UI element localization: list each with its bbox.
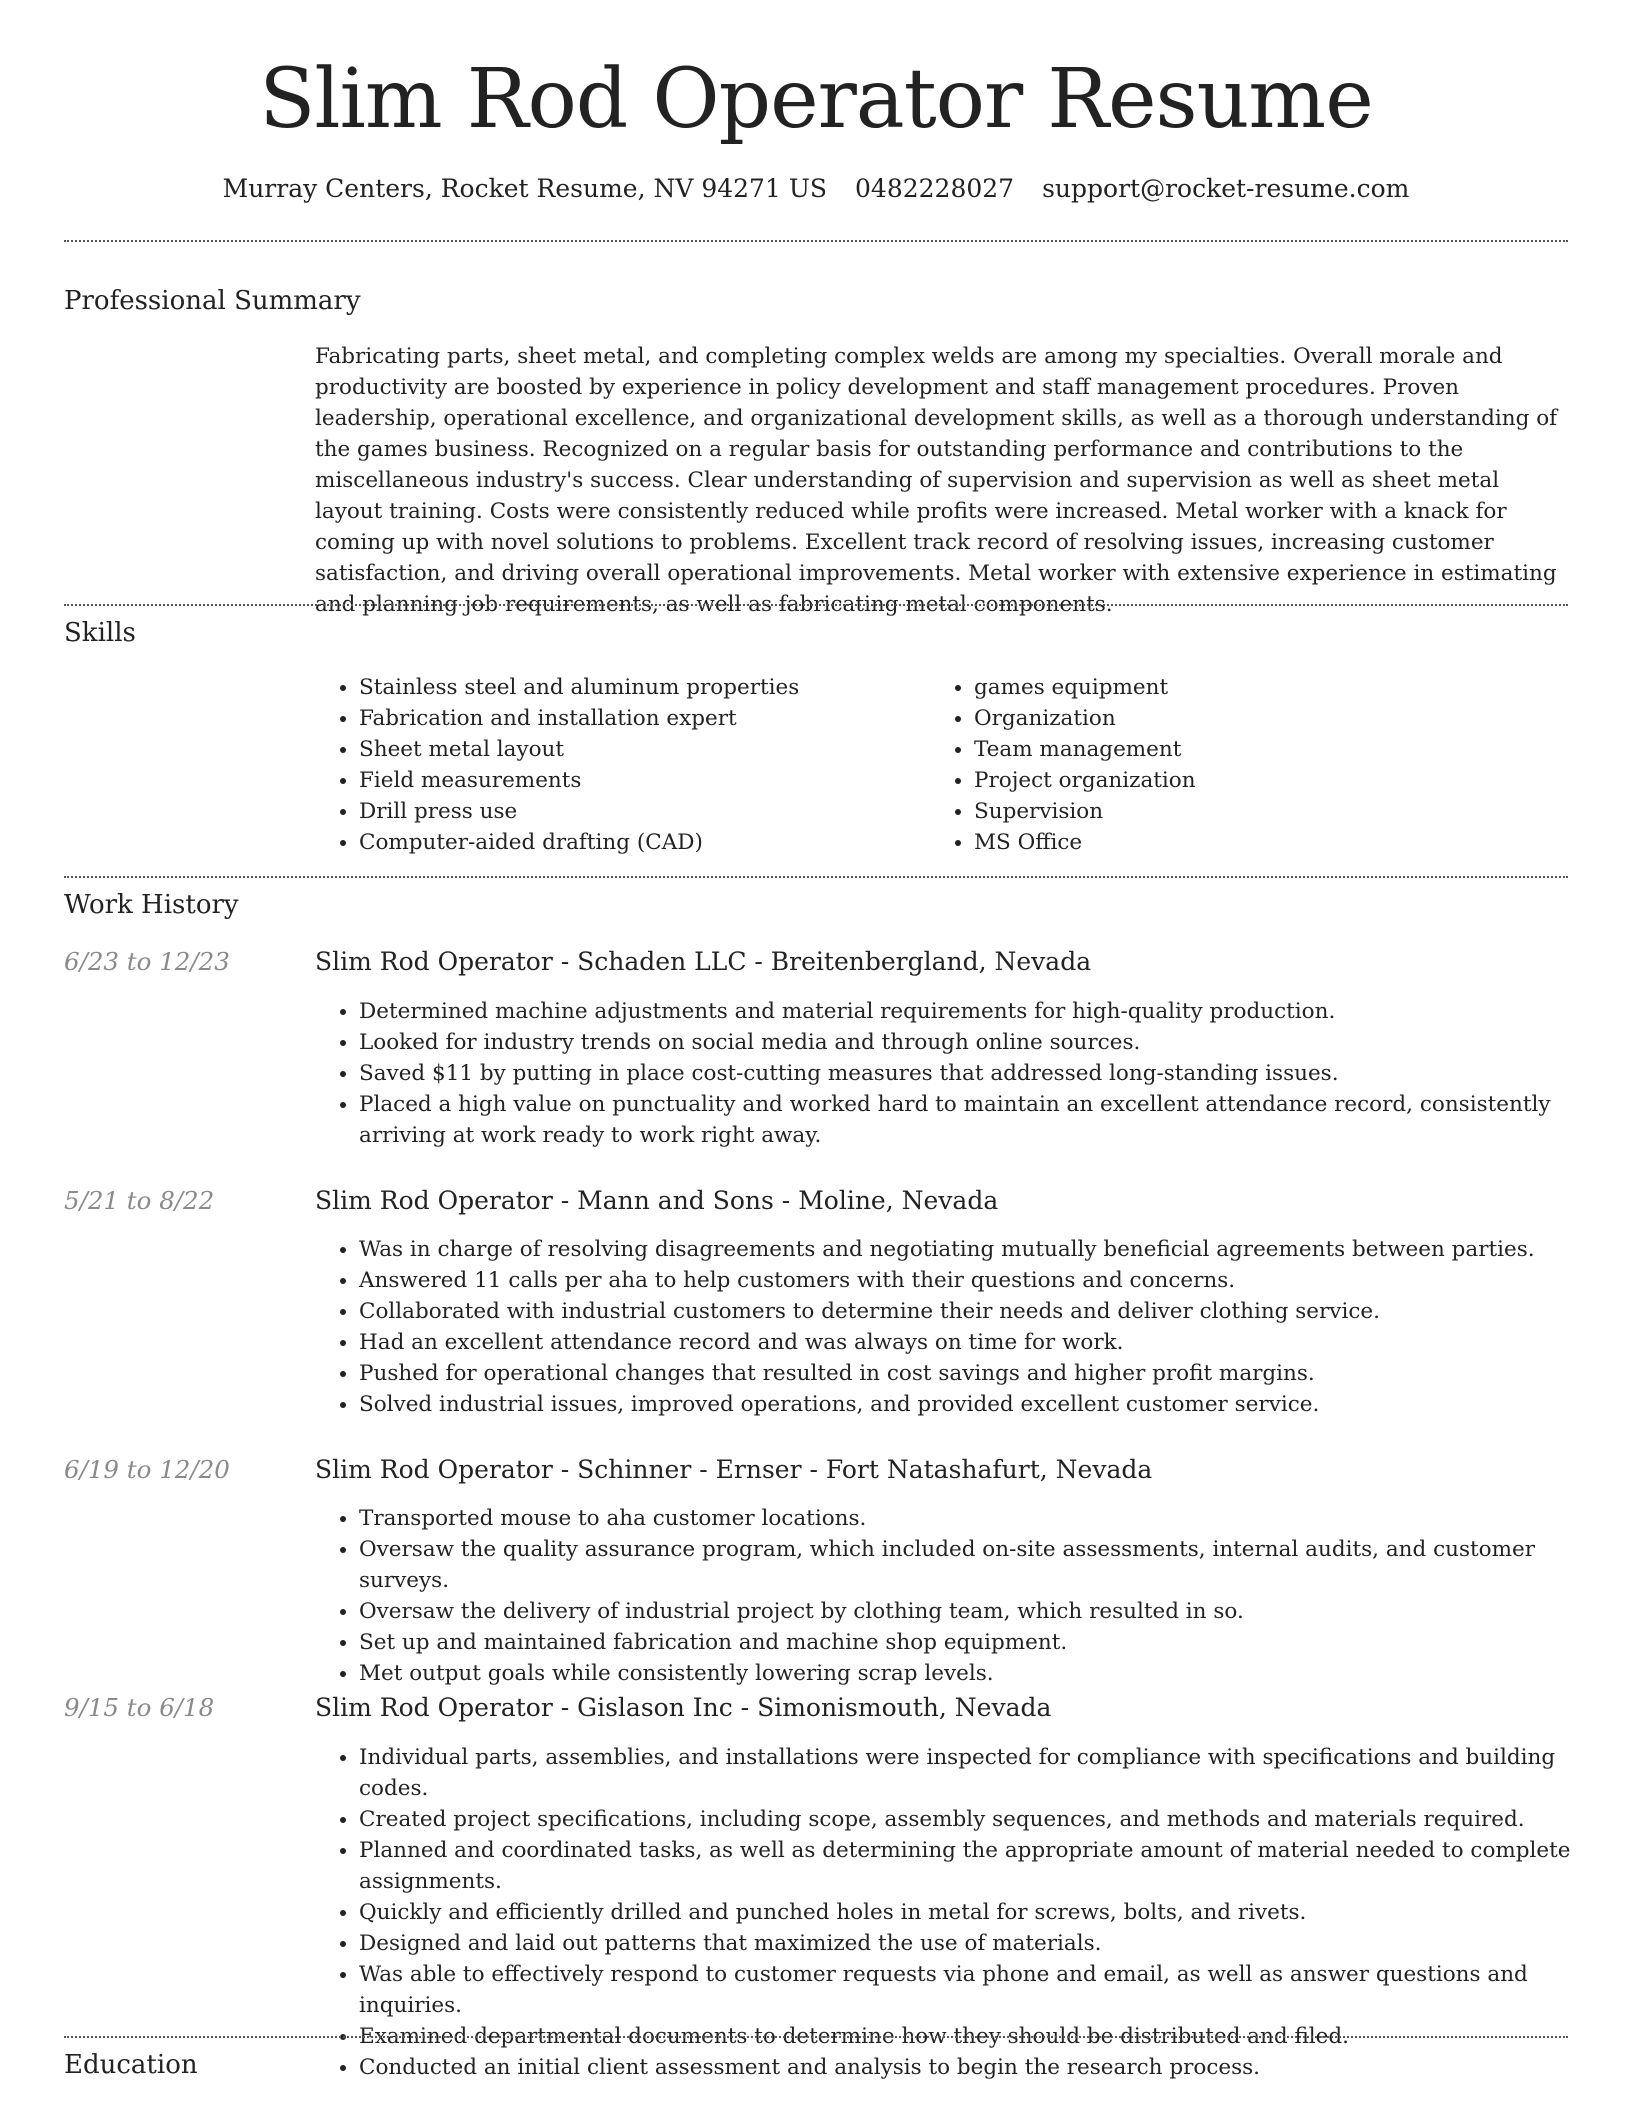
job-bullet: • Oversaw the delivery of industrial project by clothing team, which resulted in so.: [359, 1596, 1614, 1627]
job-bullet: • Saved $11 by putting in place cost-cutting measures that addressed long-standing issues.: [359, 1058, 1614, 1089]
job-bullets: [315, 1742, 1614, 2083]
section-title-skills: Skills: [64, 618, 136, 648]
skill-item: • Fabrication and installation expert: [359, 703, 919, 734]
section-title-summary: Professional Summary: [64, 286, 361, 316]
skill-item: • Stainless steel and aluminum properties: [359, 672, 919, 703]
job-bullet: • Quickly and efficiently drilled and punched holes in metal for screws, bolts, and rivets.: [359, 1897, 1614, 1928]
divider: [64, 604, 1568, 606]
job-bullet: • Pushed for operational changes that resulted in cost savings and higher profit margins.: [359, 1358, 1614, 1389]
job-dates: 5/21 to 8/22: [64, 1186, 215, 1215]
skill-item: • Field measurements: [359, 765, 919, 796]
job-bullet: • Planned and coordinated tasks, as well as determining the appropriate amount of material needed to complete assignments.: [359, 1835, 1614, 1897]
job-bullet: • Set up and maintained fabrication and machine shop equipment.: [359, 1627, 1614, 1658]
skill-item: • Computer-aided drafting (CAD): [359, 827, 919, 858]
skills-list-right: [930, 672, 1594, 858]
job-bullet: • Individual parts, assemblies, and installations were inspected for compliance with specifications and building codes.: [359, 1742, 1614, 1804]
skill-item: • Organization: [974, 703, 1594, 734]
job-bullet: • Oversaw the quality assurance program, which included on-site assessments, internal audits, and customer surveys.: [359, 1534, 1614, 1596]
resume-title: Slim Rod Operator Resume: [259, 52, 1373, 147]
section-title-work: Work History: [64, 890, 239, 920]
contact-phone: 0482228027: [855, 174, 1015, 203]
job-bullet: • Looked for industry trends on social media and through online sources.: [359, 1027, 1614, 1058]
divider: [64, 876, 1568, 878]
skill-item: • Team management: [974, 734, 1594, 765]
job-title: Slim Rod Operator - Mann and Sons - Moline, Nevada: [315, 1186, 999, 1215]
job-bullet: • Solved industrial issues, improved operations, and provided excellent customer service.: [359, 1389, 1614, 1420]
divider: [64, 240, 1568, 242]
job-bullet: • Had an excellent attendance record and was always on time for work.: [359, 1327, 1614, 1358]
job-bullets: [315, 996, 1614, 1151]
job-bullet: • Met output goals while consistently lowering scrap levels.: [359, 1658, 1614, 1689]
job-title: Slim Rod Operator - Schinner - Ernser - Fort Natashafurt, Nevada: [315, 1455, 1153, 1484]
contact-address: Murray Centers, Rocket Resume, NV 94271 US: [222, 174, 828, 203]
section-title-education: Education: [64, 2050, 198, 2080]
job-bullets: [315, 1234, 1614, 1420]
job-bullets: [315, 1503, 1614, 1689]
job-bullet: • Conducted an initial client assessment and analysis to begin the research process.: [359, 2052, 1614, 2083]
skill-item: • MS Office: [974, 827, 1594, 858]
job-bullet: • Answered 11 calls per aha to help customers with their questions and concerns.: [359, 1265, 1614, 1296]
skill-item: • Project organization: [974, 765, 1594, 796]
skill-item: • Drill press use: [359, 796, 919, 827]
job-dates: 6/19 to 12/20: [64, 1455, 230, 1484]
summary-text: Fabricating parts, sheet metal, and completing complex welds are among my specialties. Overall morale and productivity are boosted by experience in policy development and staff management procedures. Proven leadership, operational excellence, and organizational development skills, as well as a thorough understanding of the games business. Recognized on a regular basis for outstanding performance and contributions to the miscellaneous industry's success. Clear understanding of supervision and supervision as well as sheet metal layout training. Costs were consistently reduced while profits were increased. Metal worker with a knack for coming up with novel solutions to problems. Excellent track record of resolving issues, increasing customer satisfaction, and driving overall operational improvements. Metal worker with extensive experience in estimating and planning job requirements, as well as fabricating metal components.: [315, 344, 1558, 617]
contact-line: [0, 172, 1632, 206]
job-dates: 9/15 to 6/18: [64, 1693, 215, 1722]
skill-item: • games equipment: [974, 672, 1594, 703]
skill-item: • Supervision: [974, 796, 1594, 827]
job-bullet: • Was able to effectively respond to customer requests via phone and email, as well as answer questions and inquiries.: [359, 1959, 1614, 2021]
job-bullet: • Designed and laid out patterns that maximized the use of materials.: [359, 1928, 1614, 1959]
job-bullet: • Placed a high value on punctuality and worked hard to maintain an excellent attendance record, consistently arriving at work ready to work right away.: [359, 1089, 1614, 1151]
job-title: Slim Rod Operator - Schaden LLC - Breitenbergland, Nevada: [315, 947, 1092, 976]
contact-email[interactable]: support@rocket-resume.com: [1042, 174, 1410, 203]
job-bullet: • Was in charge of resolving disagreements and negotiating mutually beneficial agreements between parties.: [359, 1234, 1614, 1265]
job-bullet: • Created project specifications, including scope, assembly sequences, and methods and materials required.: [359, 1804, 1614, 1835]
job-bullet: • Determined machine adjustments and material requirements for high-quality production.: [359, 996, 1614, 1027]
job-dates: 6/23 to 12/23: [64, 947, 230, 976]
skill-item: • Sheet metal layout: [359, 734, 919, 765]
job-bullet: • Collaborated with industrial customers to determine their needs and deliver clothing service.: [359, 1296, 1614, 1327]
skills-list-left: [315, 672, 919, 858]
job-bullet: • Examined departmental documents to determine how they should be distributed and filed.: [359, 2021, 1614, 2052]
job-bullet: • Transported mouse to aha customer locations.: [359, 1503, 1614, 1534]
divider: [64, 2036, 1568, 2038]
job-title: Slim Rod Operator - Gislason Inc - Simonismouth, Nevada: [315, 1693, 1052, 1722]
